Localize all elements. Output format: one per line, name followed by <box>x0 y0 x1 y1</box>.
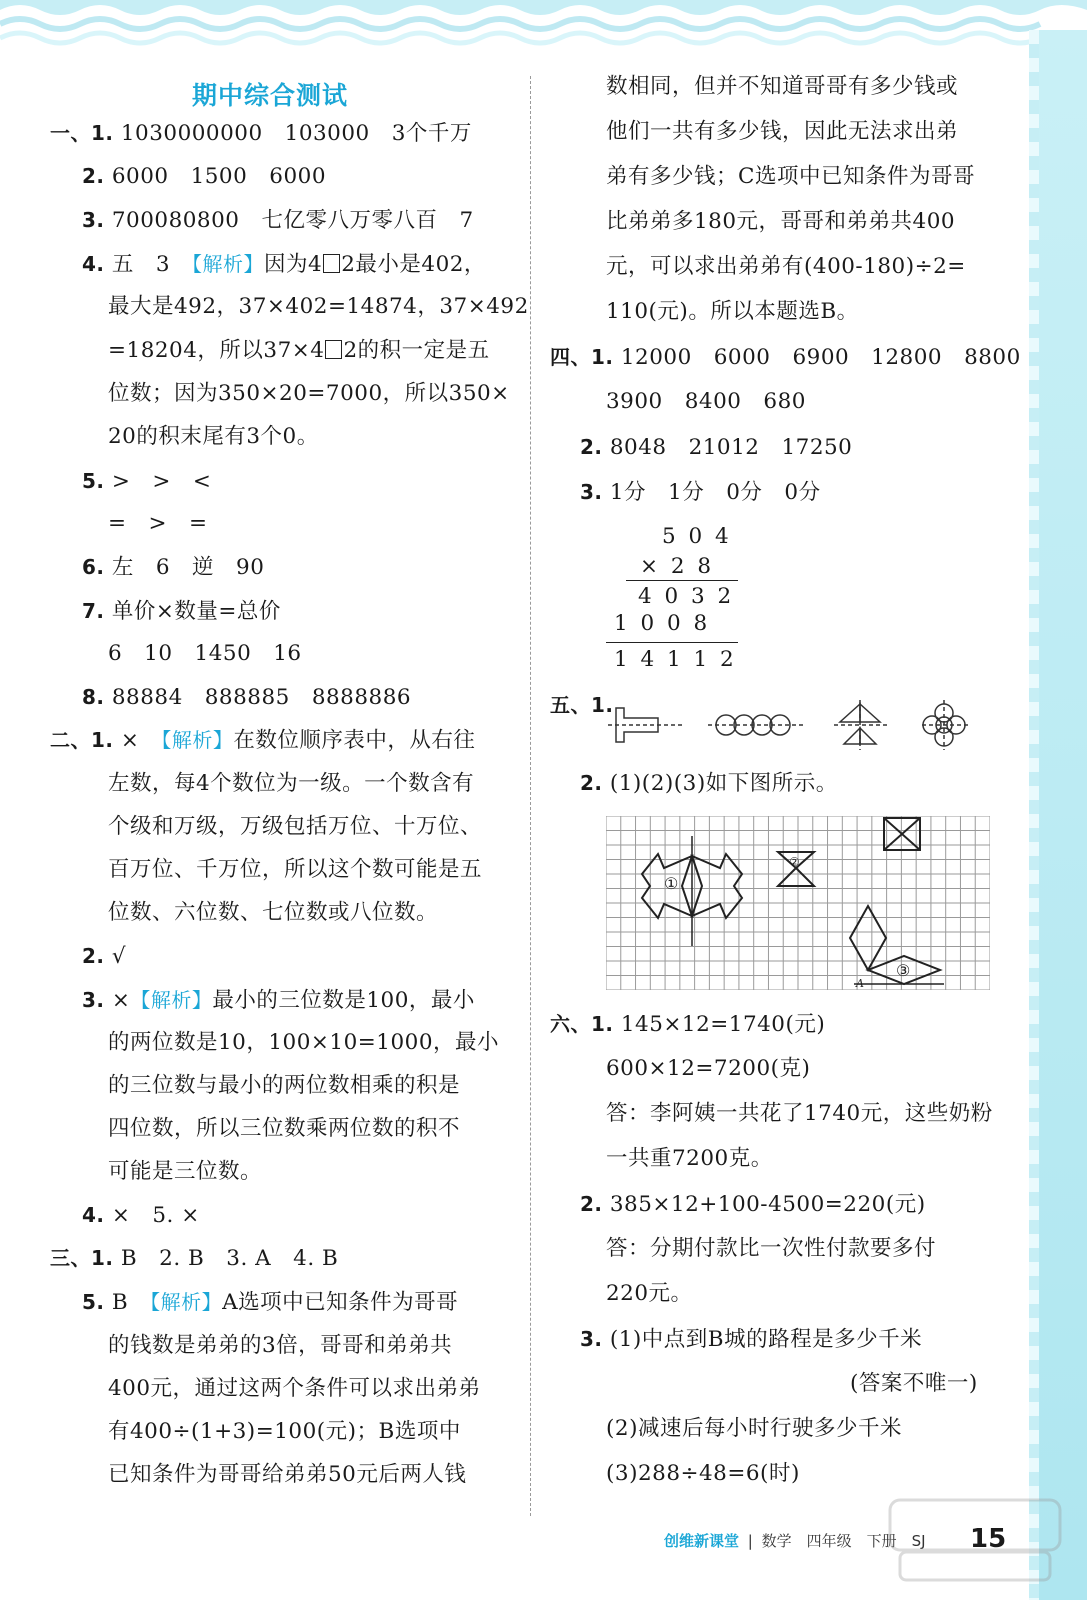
page-number: 15 <box>970 1524 1007 1554</box>
left-line-13: 6 10 1450 16 <box>108 641 302 666</box>
item-number: 4. <box>82 252 105 276</box>
flower-figure <box>922 700 968 750</box>
item-number: 3. <box>82 988 105 1012</box>
fig-label-1: ① <box>664 874 679 893</box>
analysis-tag: 【解析】 <box>161 728 234 752</box>
item-number: 2. <box>82 164 105 188</box>
item-number: 3. <box>82 208 105 232</box>
left-line-22: 的两位数是10，100×10=1000，最小 <box>108 1030 499 1055</box>
page-title: 期中综合测试 <box>192 81 349 110</box>
circles-figure <box>708 715 804 735</box>
left-line-15: 二、1. × 【解析】在数位顺序表中，从右往 <box>50 728 476 753</box>
item-number: 五、1. <box>550 693 614 717</box>
left-line-16: 左数，每4个数位为一级。一个数含有 <box>108 771 475 796</box>
item-number: 四、1. <box>550 345 614 369</box>
left-line-19: 位数、六位数、七位数或八位数。 <box>108 900 439 925</box>
right-line-4: 比弟弟多180元，哥哥和弟弟共400 <box>606 209 956 234</box>
blank-box <box>325 340 342 359</box>
right-line-15: 答：李阿姨一共花了1740元，这些奶粉 <box>606 1101 993 1126</box>
right-line-12: 2. (1)(2)(3)如下图所示。 <box>580 771 838 796</box>
footer-separator: | <box>747 1532 753 1550</box>
left-line-7: 位数；因为350×20=7000，所以350× <box>108 381 510 406</box>
left-line-24: 四位数，所以三位数乘两位数的积不 <box>108 1116 461 1141</box>
calc-rule-1 <box>626 580 738 581</box>
footer-brand: 创维新课堂 <box>664 1532 740 1550</box>
left-line-26: 4. × 5. × <box>82 1203 200 1228</box>
left-line-29: 的钱数是弟弟的3倍，哥哥和弟弟共 <box>108 1333 453 1358</box>
footer-info: 数学 四年级 下册 SJ <box>761 1532 926 1550</box>
left-line-17: 个级和万级，万级包括万位、十万位、 <box>108 814 483 839</box>
analysis-tag: 【解析】 <box>130 988 213 1012</box>
calc-row-1: 5 0 4 <box>662 524 732 549</box>
item-number: 六、1. <box>550 1012 614 1036</box>
left-line-9: 5. > > < <box>82 469 212 494</box>
left-line-23: 的三位数与最小的两位数相乘的积是 <box>108 1073 461 1098</box>
item-number: 7. <box>82 599 105 623</box>
right-line-21: (答案不唯一) <box>850 1371 978 1396</box>
right-line-2: 他们一共有多少钱，因此无法求出弟 <box>606 119 959 144</box>
right-line-6: 110(元)。所以本题选B。 <box>606 299 859 324</box>
left-line-20: 2. √ <box>82 944 127 969</box>
watermark-logo <box>880 1490 1070 1590</box>
right-line-19: 220元。 <box>606 1281 693 1306</box>
fig-label-2: ② <box>789 855 800 869</box>
right-line-17: 2. 385×12+100-4500=220(元) <box>580 1192 926 1217</box>
right-line-14: 600×12=7200(克) <box>606 1056 811 1081</box>
item-number: 2. <box>580 435 603 459</box>
right-line-8: 3900 8400 680 <box>606 389 806 414</box>
left-line-21: 3. ×【解析】最小的三位数是100，最小 <box>82 988 475 1013</box>
left-line-6: =18204，所以37×4 2的积一定是五 <box>108 338 490 363</box>
left-line-30: 400元，通过这两个条件可以求出弟弟 <box>108 1376 481 1401</box>
item-number: 8. <box>82 685 105 709</box>
left-line-31: 有400÷(1+3)=100(元)；B选项中 <box>108 1419 461 1444</box>
left-line-18: 百万位、千万位，所以这个数可能是五 <box>108 857 483 882</box>
right-line-22: (2)减速后每小时行驶多少千米 <box>606 1416 902 1441</box>
right-line-18: 答：分期付款比一次性付款要多付 <box>606 1236 937 1261</box>
right-line-10: 3. 1分 1分 0分 0分 <box>580 480 821 505</box>
column-divider <box>530 76 531 1516</box>
item-number: 5. <box>82 1290 105 1314</box>
right-line-7: 四、1. 12000 6000 6900 12800 8800 <box>550 345 1021 370</box>
point-label-a: A <box>856 977 864 990</box>
analysis-tag: 【解析】 <box>150 1290 223 1314</box>
item-number: 2. <box>82 944 105 968</box>
calc-row-3: 4 0 3 2 <box>638 584 735 609</box>
left-line-12: 7. 单价×数量=总价 <box>82 599 281 624</box>
calc-row-5: 1 4 1 1 2 <box>614 647 737 672</box>
symmetry-figures <box>604 700 984 752</box>
left-line-5: 最大是492，37×402=14874，37×492 <box>108 294 529 319</box>
item-number: 2. <box>580 1192 603 1216</box>
left-line-14: 8. 88884 888885 8888886 <box>82 685 412 710</box>
item-number: 5. <box>82 469 105 493</box>
item-number: 2. <box>580 771 603 795</box>
calc-rule-2 <box>606 642 738 643</box>
left-line-3: 3. 700080800 七亿零八万零八百 7 <box>82 208 474 233</box>
left-line-25: 可能是三位数。 <box>108 1159 263 1184</box>
calc-row-2: × 2 8 <box>640 554 715 579</box>
left-line-11: 6. 左 6 逆 90 <box>82 555 265 580</box>
right-line-23: (3)288÷48=6(时) <box>606 1461 800 1486</box>
item-number: 一、1. <box>50 121 114 145</box>
left-line-10: = > = <box>108 511 208 536</box>
right-line-16: 一共重7200克。 <box>606 1146 773 1171</box>
right-line-1: 数相同，但并不知道哥哥有多少钱或 <box>606 74 959 99</box>
left-line-27: 三、1. B 2. B 3. A 4. B <box>50 1246 339 1271</box>
right-line-20: 3. (1)中点到B城的路程是多少千米 <box>580 1327 923 1352</box>
item-number: 三、1. <box>50 1246 114 1270</box>
item-number: 3. <box>580 1327 603 1351</box>
left-line-2: 2. 6000 1500 6000 <box>82 164 326 189</box>
analysis-tag: 【解析】 <box>192 252 265 276</box>
calc-row-4: 1 0 0 8 <box>614 611 711 636</box>
triangles-figure <box>834 700 888 750</box>
item-number: 二、1. <box>50 728 114 752</box>
right-line-5: 元，可以求出弟弟有(400-180)÷2= <box>606 254 966 279</box>
grid-drawing <box>606 816 990 990</box>
fig-label-3: ③ <box>896 961 911 980</box>
item-number: 4. <box>82 1203 105 1227</box>
item-number: 3. <box>580 480 603 504</box>
left-line-8: 20的积末尾有3个0。 <box>108 424 319 449</box>
left-line-4: 4. 五 3 【解析】因为4 2最小是402， <box>82 252 486 277</box>
right-line-9: 2. 8048 21012 17250 <box>580 435 853 460</box>
left-line-32: 已知条件为哥哥给弟弟50元后两人钱 <box>108 1462 467 1487</box>
right-line-3: 弟有多少钱；C选项中已知条件为哥哥 <box>606 164 975 189</box>
left-line-1: 一、1. 1030000000 103000 3个千万 <box>50 121 472 146</box>
right-line-13: 六、1. 145×12=1740(元) <box>550 1012 826 1037</box>
blank-box <box>323 254 340 273</box>
item-number: 6. <box>82 555 105 579</box>
rivet-figure <box>608 708 682 742</box>
left-line-28: 5. B 【解析】A选项中已知条件为哥哥 <box>82 1290 459 1315</box>
